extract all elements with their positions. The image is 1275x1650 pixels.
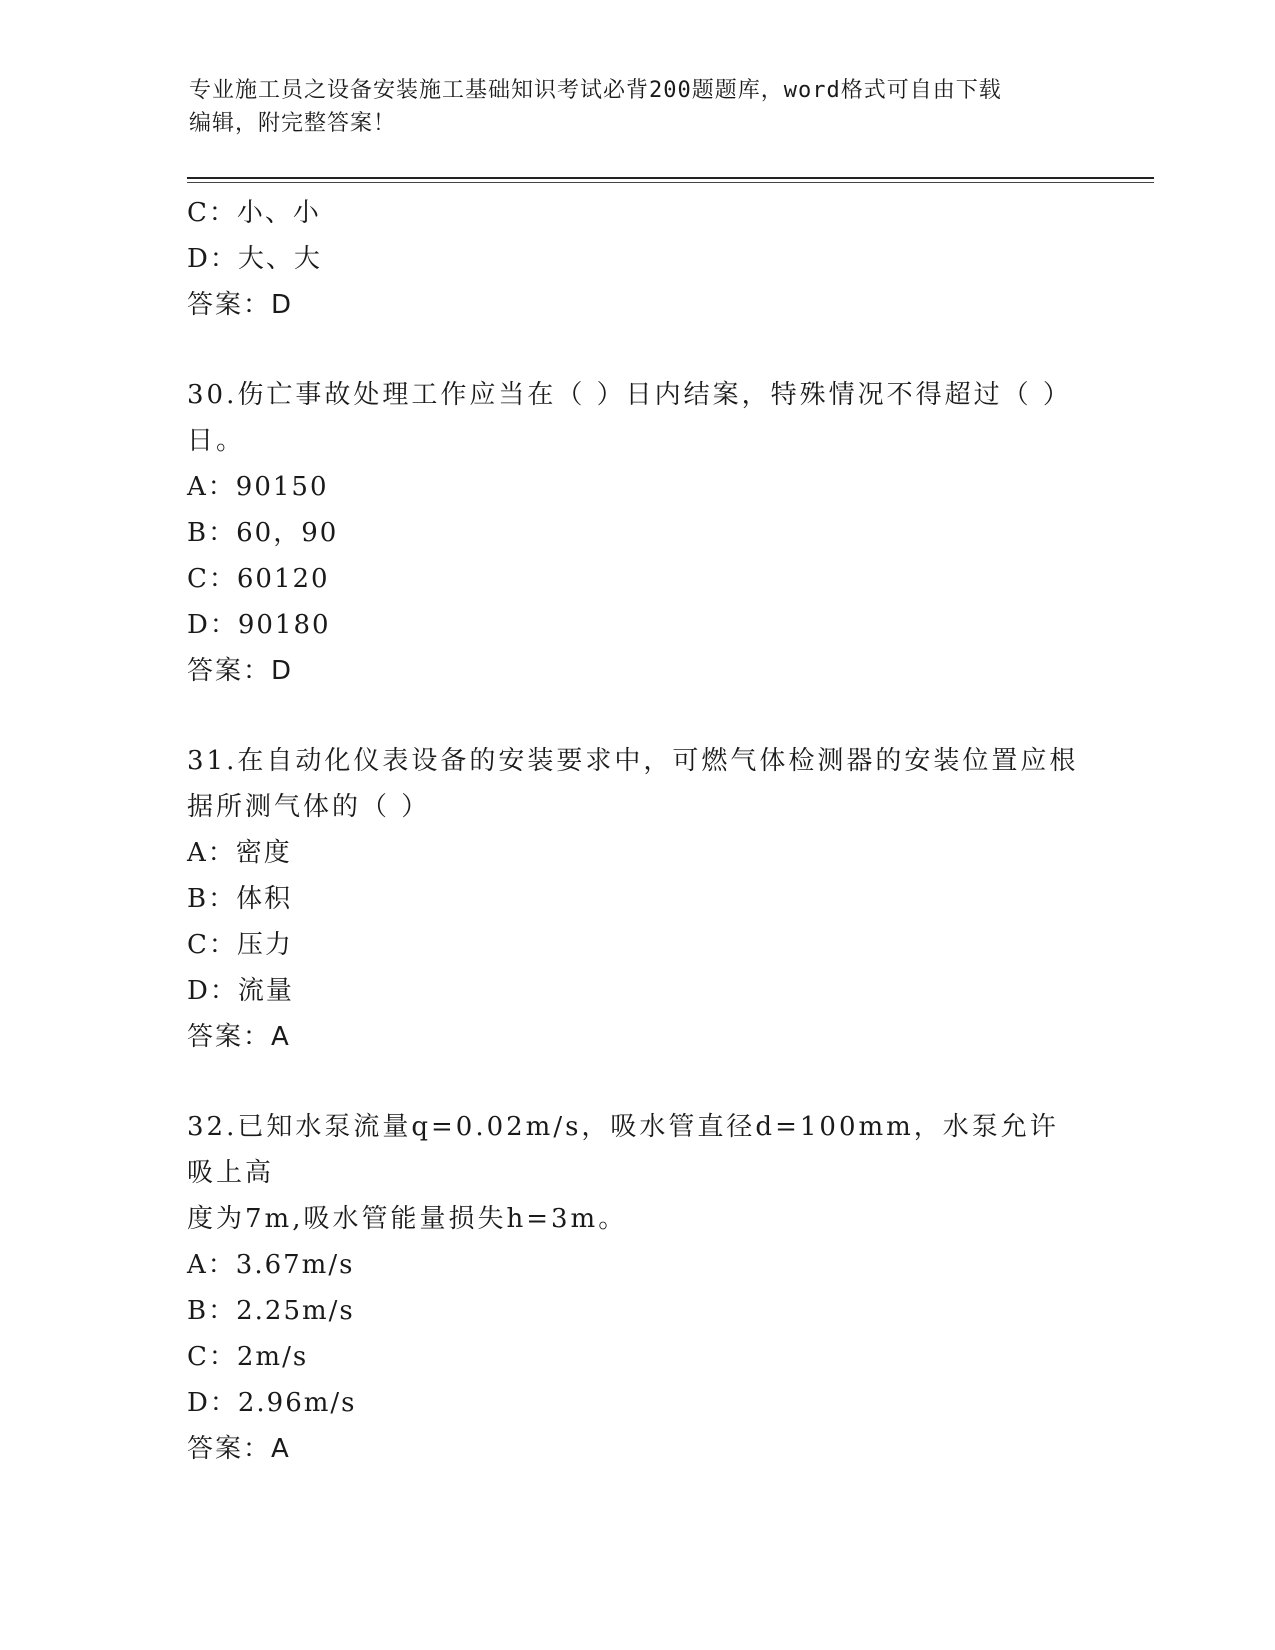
option-c: C：压力: [187, 930, 293, 960]
answer-line: 答案：D: [187, 656, 294, 686]
question-text-line: 32.已知水泵流量q=0.02m/s，吸水管直径d=100mm，水泵允许吸上高: [187, 1112, 1059, 1188]
question-list: [187, 190, 1087, 1472]
option-c: C：小、小: [187, 198, 321, 228]
option-d: D：90180: [187, 610, 331, 640]
question-32: [187, 1104, 1087, 1472]
spacer: [187, 1060, 1087, 1104]
document-header: [189, 74, 1079, 140]
question-fragment: [187, 190, 1087, 328]
option-a: A：密度: [187, 838, 292, 868]
spacer: [187, 328, 1087, 372]
answer-line: 答案：A: [187, 1434, 291, 1464]
question-text-line: 31.在自动化仪表设备的安装要求中，可燃气体检测器的安装位置应根: [187, 746, 1079, 776]
option-c: C：60120: [187, 564, 330, 594]
option-d: D：大、大: [187, 244, 322, 274]
question-31: [187, 738, 1087, 1060]
spacer: [187, 694, 1087, 738]
option-b: B：体积: [187, 884, 293, 914]
header-title-line-1: 专业施工员之设备安装施工基础知识考试必背200题题库，word格式可自由下载: [189, 78, 1002, 103]
option-b: B：60，90: [187, 518, 339, 548]
option-d: D：流量: [187, 976, 294, 1006]
header-rule: [187, 177, 1154, 179]
option-c: C：2m/s: [187, 1342, 309, 1372]
answer-line: 答案：A: [187, 1022, 291, 1052]
option-d: D：2.96m/s: [187, 1388, 357, 1418]
option-a: A：90150: [187, 472, 329, 502]
question-text-line: 据所测气体的（ ）: [187, 792, 431, 822]
question-30: [187, 372, 1087, 694]
option-a: A：3.67m/s: [187, 1250, 355, 1280]
option-b: B：2.25m/s: [187, 1296, 355, 1326]
header-rule-thin: [187, 182, 1154, 183]
header-title-line-2: 编辑，附完整答案！: [189, 111, 397, 136]
question-text-line: 度为7m,吸水管能量损失h=3m。: [187, 1204, 628, 1234]
question-text-line: 日。: [187, 426, 246, 456]
question-text-line: 30.伤亡事故处理工作应当在（ ）日内结案，特殊情况不得超过（ ）: [187, 380, 1072, 410]
answer-line: 答案：D: [187, 290, 294, 320]
